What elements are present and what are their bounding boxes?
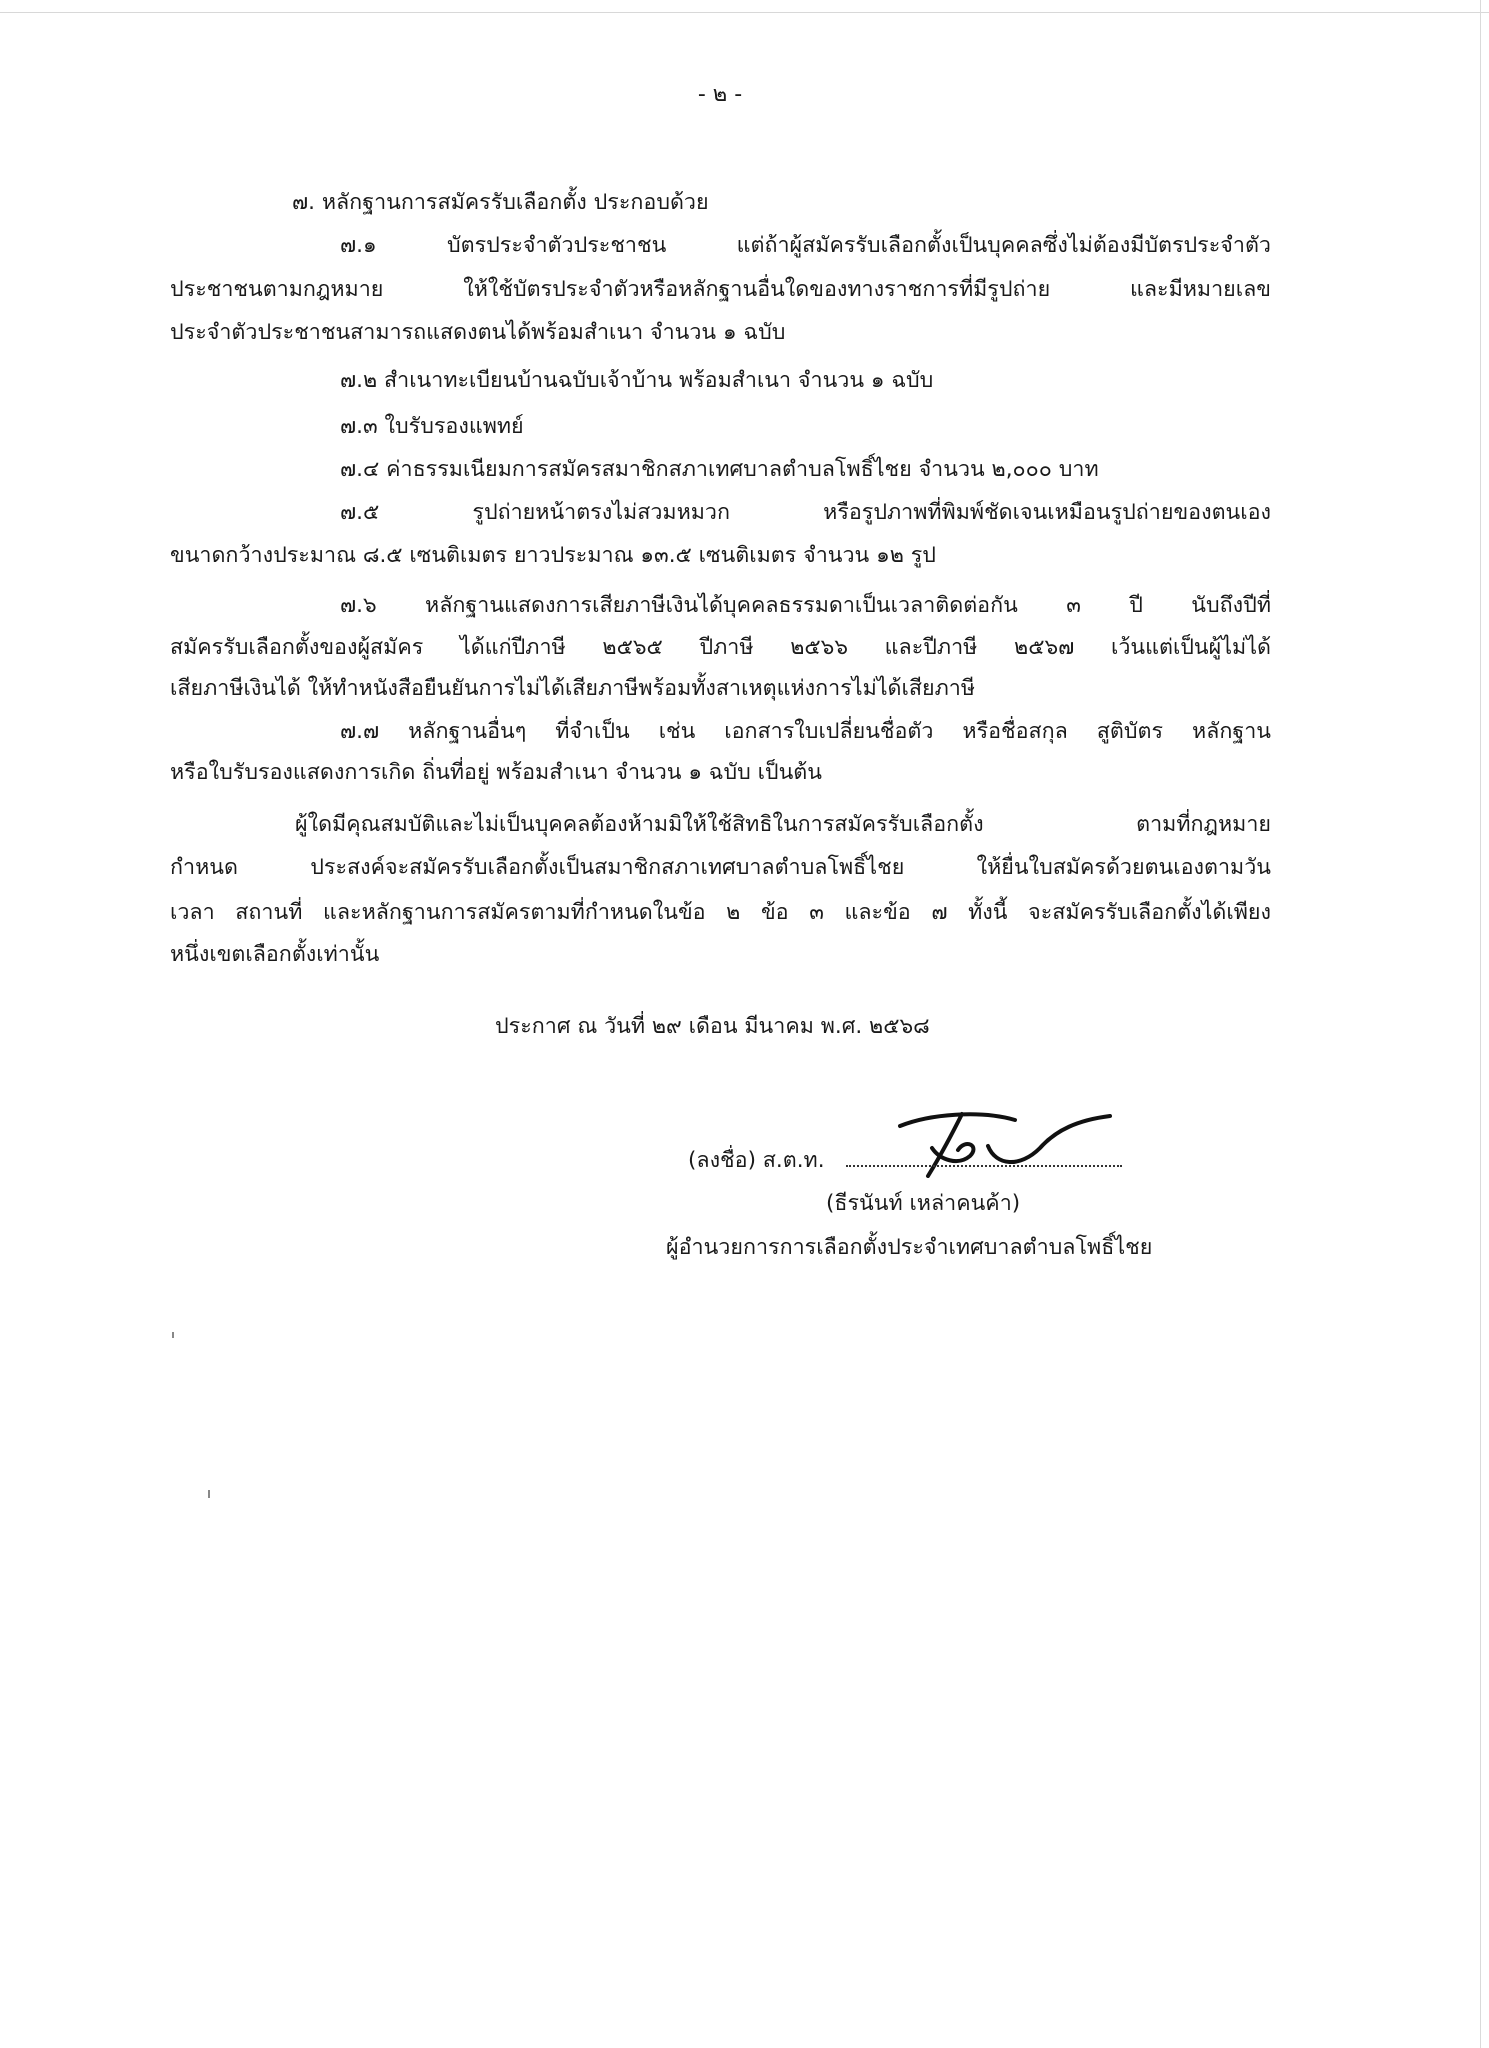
closing-line-3: เวลา สถานที่ และหลักฐานการสมัครตามที่กำหนดในข้อ ๒ ข้อ ๓ และข้อ ๗ ทั้งนี้ จะสมัครรับเลือกตั้งได้เพียง [170,900,1271,925]
item-7-7-line-2: หรือใบรับรองแสดงการเกิด ถิ่นที่อยู่ พร้อมสำเนา จำนวน ๑ ฉบับ เป็นต้น [170,760,822,785]
item-7-6-line-2: สมัครรับเลือกตั้งของผู้สมัคร ได้แก่ปีภาษี ๒๕๖๕ ปีภาษี ๒๕๖๖ และปีภาษี ๒๕๖๗ เว้นแต่เป็นผู้ไม่ได้ [170,635,1271,660]
signer-name: (ธีรนันท์ เหล่าคนค้า) [826,1191,1021,1216]
item-7-1-line-1: ๗.๑ บัตรประจำตัวประชาชน แต่ถ้าผู้สมัครรับเลือกตั้งเป็นบุคคลซึ่งไม่ต้องมีบัตรประจำตัว [340,233,1271,258]
item-7-5-line-2: ขนาดกว้างประมาณ ๘.๕ เซนติเมตร ยาวประมาณ ๑๓.๕ เซนติเมตร จำนวน ๑๒ รูป [170,543,936,568]
scan-right-edge [1480,0,1481,2048]
scan-top-edge [0,12,1489,13]
sign-label: (ลงชื่อ) ส.ต.ท. [688,1148,825,1173]
announce-date: ประกาศ ณ วันที่ ๒๙ เดือน มีนาคม พ.ศ. ๒๕๖๘ [495,1014,930,1039]
signer-position: ผู้อำนวยการการเลือกตั้งประจำเทศบาลตำบลโพธิ์ไชย [666,1235,1153,1260]
item-7-6-line-3: เสียภาษีเงินได้ ให้ทำหนังสือยืนยันการไม่ได้เสียภาษีพร้อมทั้งสาเหตุแห่งการไม่ได้เสียภาษี [170,676,976,701]
item-7-3: ๗.๓ ใบรับรองแพทย์ [340,414,524,439]
item-7-1-line-2: ประชาชนตามกฎหมาย ให้ใช้บัตรประจำตัวหรือหลักฐานอื่นใดของทางราชการที่มีรูปถ่าย และมีหมายเลข [170,277,1271,302]
item-7-1-line-3: ประจำตัวประชาชนสามารถแสดงตนได้พร้อมสำเนา จำนวน ๑ ฉบับ [170,320,786,345]
item-7-7-line-1: ๗.๗ หลักฐานอื่นๆ ที่จำเป็น เช่น เอกสารใบเปลี่ยนชื่อตัว หรือชื่อสกุล สูติบัตร หลักฐาน [340,719,1271,744]
scan-speck [208,1490,210,1498]
page-number: - ๒ - [697,82,743,107]
item-7-heading: ๗. หลักฐานการสมัครรับเลือกตั้ง ประกอบด้วย [292,190,709,215]
scan-speck [172,1332,174,1338]
closing-line-4: หนึ่งเขตเลือกตั้งเท่านั้น [170,942,380,967]
closing-line-2: กำหนด ประสงค์จะสมัครรับเลือกตั้งเป็นสมาชิกสภาเทศบาลตำบลโพธิ์ไชย ให้ยื่นใบสมัครด้วยตนเองตามวัน [170,855,1271,880]
item-7-6-line-1: ๗.๖ หลักฐานแสดงการเสียภาษีเงินได้บุคคลธรรมดาเป็นเวลาติดต่อกัน ๓ ปี นับถึงปีที่ [340,593,1271,618]
item-7-2: ๗.๒ สำเนาทะเบียนบ้านฉบับเจ้าบ้าน พร้อมสำเนา จำนวน ๑ ฉบับ [340,368,934,393]
closing-line-1: ผู้ใดมีคุณสมบัติและไม่เป็นบุคคลต้องห้ามมิให้ใช้สิทธิในการสมัครรับเลือกตั้ง ตามที่กฎหมาย [295,812,1271,837]
signature-dotted-line [846,1165,1122,1167]
item-7-4: ๗.๔ ค่าธรรมเนียมการสมัครสมาชิกสภาเทศบาลตำบลโพธิ์ไชย จำนวน ๒,๐๐๐ บาท [340,457,1099,482]
handwritten-signature [870,1108,1120,1178]
item-7-5-line-1: ๗.๕ รูปถ่ายหน้าตรงไม่สวมหมวก หรือรูปภาพที่พิมพ์ชัดเจนเหมือนรูปถ่ายของตนเอง [340,500,1271,525]
